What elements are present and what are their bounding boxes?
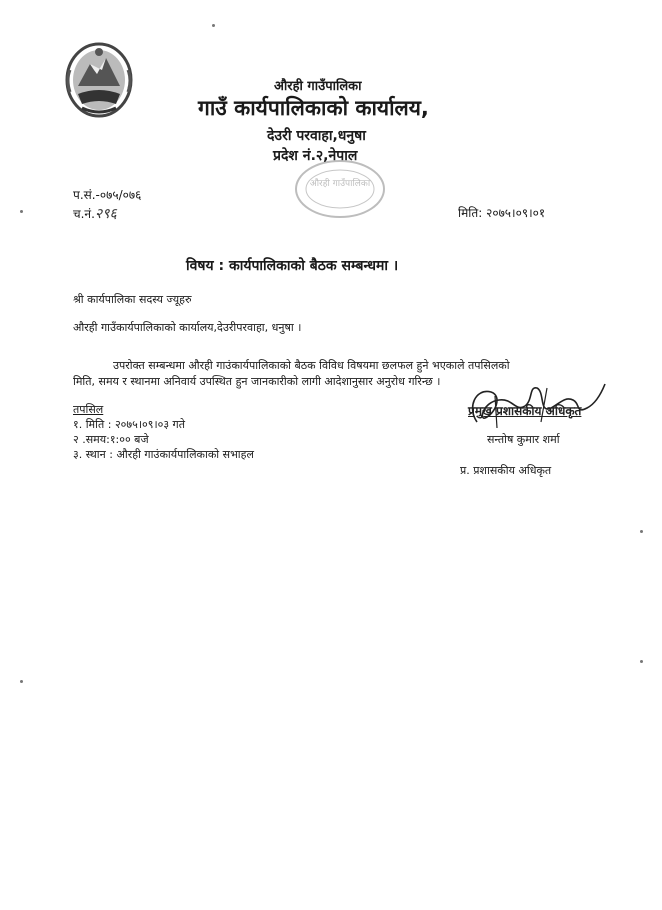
scan-speck	[212, 24, 215, 27]
scan-speck	[20, 210, 23, 213]
details-heading: तपसिल	[73, 403, 104, 416]
signatory-seal-title: प्रमुख प्रशासकीय अधिकृत	[468, 404, 582, 418]
letter-number: प.सं.-०७५/०७६	[73, 188, 142, 202]
signatory-title: प्र. प्रशासकीय अधिकृत	[460, 464, 552, 477]
details-item: १. मिति : २०७५।०९।०३ गते	[73, 418, 186, 431]
dispatch-handwritten-number: २९६	[94, 206, 117, 222]
scan-speck	[20, 680, 23, 683]
stamp-text: औरही गाउँपालिका	[309, 179, 371, 189]
office-address: देउरी परवाहा,धनुषा	[267, 128, 366, 144]
scan-speck	[640, 660, 643, 663]
dispatch-label: च.नं.	[73, 207, 95, 221]
recipient-line-2: औरही गाउँकार्यपालिकाको कार्यालय,देउरीपरवाहा, धनुषा ।	[73, 321, 302, 334]
office-stamp-icon	[292, 158, 388, 220]
body-line-1: उपरोक्त सम्बन्धमा औरही गाउंकार्यपालिकाको बैठक विविध विषयमा छलफल हुने भएकाले तपसिलको	[113, 359, 510, 372]
recipient-line-1: श्री कार्यपालिका सदस्य ज्यूहरु	[73, 293, 192, 306]
office-title: गाउँ कार्यपालिकाको कार्यालय,	[198, 96, 429, 120]
office-province: प्रदेश नं.२,नेपाल	[273, 148, 358, 164]
nepal-emblem-icon	[64, 40, 134, 118]
dispatch-number	[73, 204, 117, 223]
details-item: ३. स्थान : औरही गाउंकार्यपालिकाको सभाहल	[73, 448, 254, 461]
municipality-name: औरही गाउँपालिका	[274, 79, 362, 94]
scan-speck	[640, 530, 643, 533]
body-line-2: मिति, समय र स्थानमा अनिवार्य उपस्थित हुन जानकारीको लागी आदेशानुसार अनुरोध गरिन्छ ।	[73, 375, 441, 388]
letter-date: मिति: २०७५।०९।०१	[458, 206, 546, 220]
subject-line: विषय : कार्यपालिकाको बैठक सम्बन्धमा ।	[186, 258, 399, 274]
signatory-name: सन्तोष कुमार शर्मा	[487, 433, 560, 446]
details-item: २ .समय:१:०० बजे	[73, 433, 149, 446]
